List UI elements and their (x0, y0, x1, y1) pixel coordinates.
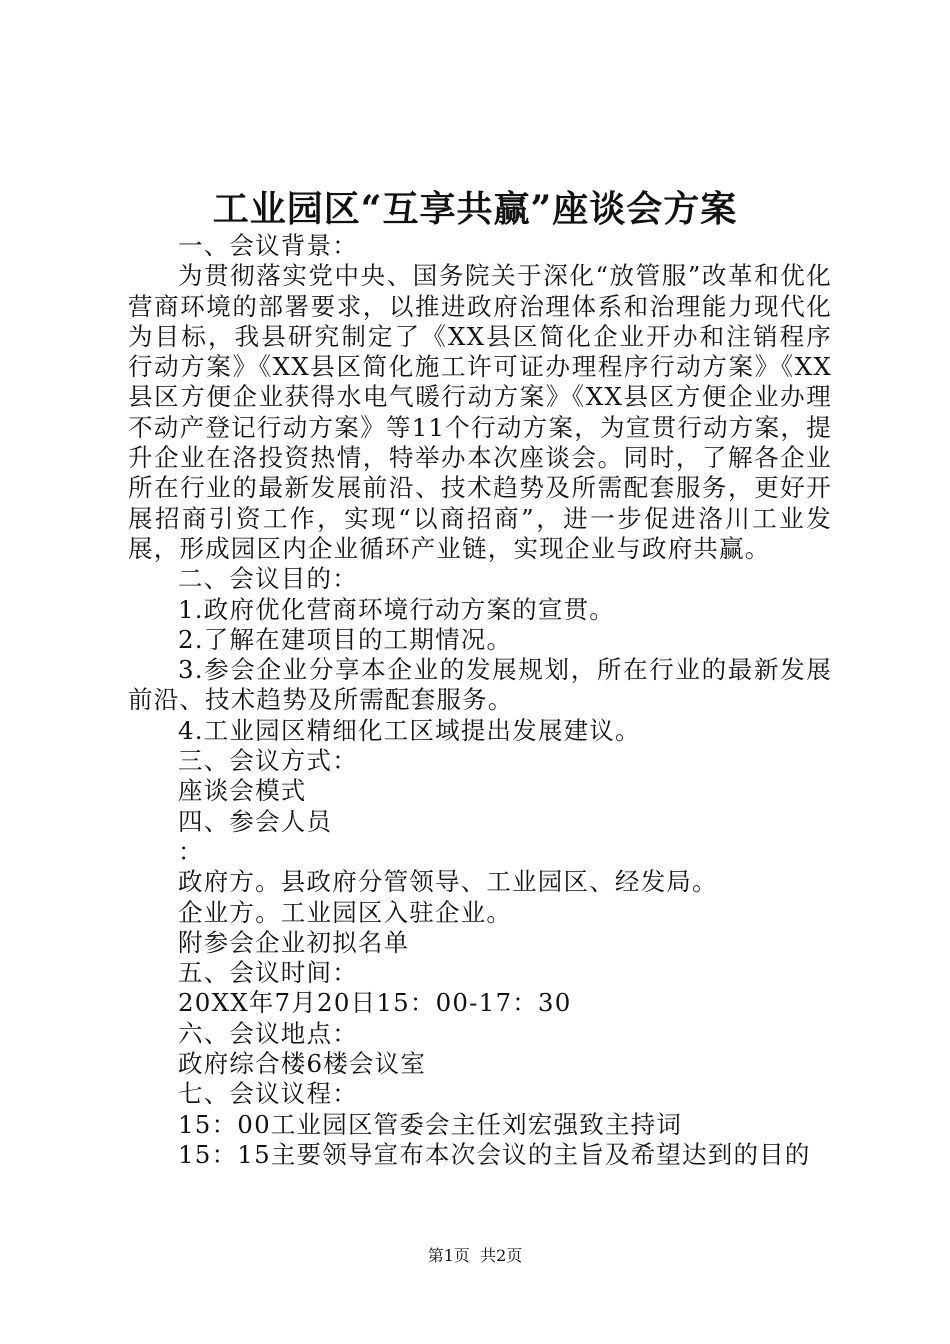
attendees-enterprise: 企业方。工业园区入驻企业。 (178, 897, 513, 927)
background-paragraph: 为贯彻落实党中央、国务院关于深化“放管服”改革和优化营商环境的部署要求，以推进政府治理体系和治理能力现代化为目标，我县研究制定了《XX县区简化企业开办和注销程序行动方案》《XX县区简化施工许可证办理程序行动方案》《XX县区方便企业获得水电气暖行动方案》《XX县区方便企业办理不动产登记行动方案》等11个行动方案，为宣贯行动方案，提升企业在洛投资热情，特举办本次座谈会。同时，了解各企业所在行业的最新发展前沿、技术趋势及所需配套服务，更好开展招商引资工作，实现“以商招商”，进一步促进洛川工业发展，形成园区内企业循环产业链，实现企业与政府共赢。 (128, 261, 832, 563)
agenda-item-1: 15：00工业园区管委会主任刘宏强致主持词 (178, 1109, 683, 1139)
section-heading-attendees: 四、参会人员 (178, 806, 333, 836)
section-heading-location: 六、会议地点： (178, 1018, 358, 1048)
page-number-footer: 第1页 共2页 (427, 1246, 523, 1265)
section-heading-format: 三、会议方式： (178, 746, 358, 776)
section-heading-agenda: 七、会议议程： (178, 1079, 358, 1109)
format-text: 座谈会模式 (178, 776, 307, 806)
purpose-item-1: 1.政府优化营商环境行动方案的宣贯。 (178, 594, 615, 624)
purpose-item-4: 4.工业园区精细化工区域提出发展建议。 (178, 715, 641, 745)
agenda-item-2: 15：15主要领导宣布本次会议的主旨及希望达到的目的 (178, 1139, 811, 1169)
section-heading-time: 五、会议时间： (178, 958, 358, 988)
purpose-item-2: 2.了解在建项目的工期情况。 (178, 624, 513, 654)
attendees-appendix: 附参会企业初拟名单 (178, 927, 410, 957)
meeting-time: 20XX年7月20日15：00-17：30 (178, 988, 572, 1018)
document-title: 工业园区“互享共赢”座谈会方案 (212, 188, 738, 230)
section-heading-purpose: 二、会议目的： (178, 564, 358, 594)
purpose-item-3: 3.参会企业分享本企业的发展规划，所在行业的最新发展前沿、技术趋势及所需配套服务。 (128, 655, 832, 715)
section-heading-background: 一、会议背景： (178, 231, 358, 260)
attendees-colon: ： (178, 836, 204, 866)
attendees-government: 政府方。县政府分管领导、工业园区、经发局。 (178, 867, 718, 897)
document-body (128, 231, 832, 1170)
meeting-location: 政府综合楼6楼会议室 (178, 1049, 427, 1079)
